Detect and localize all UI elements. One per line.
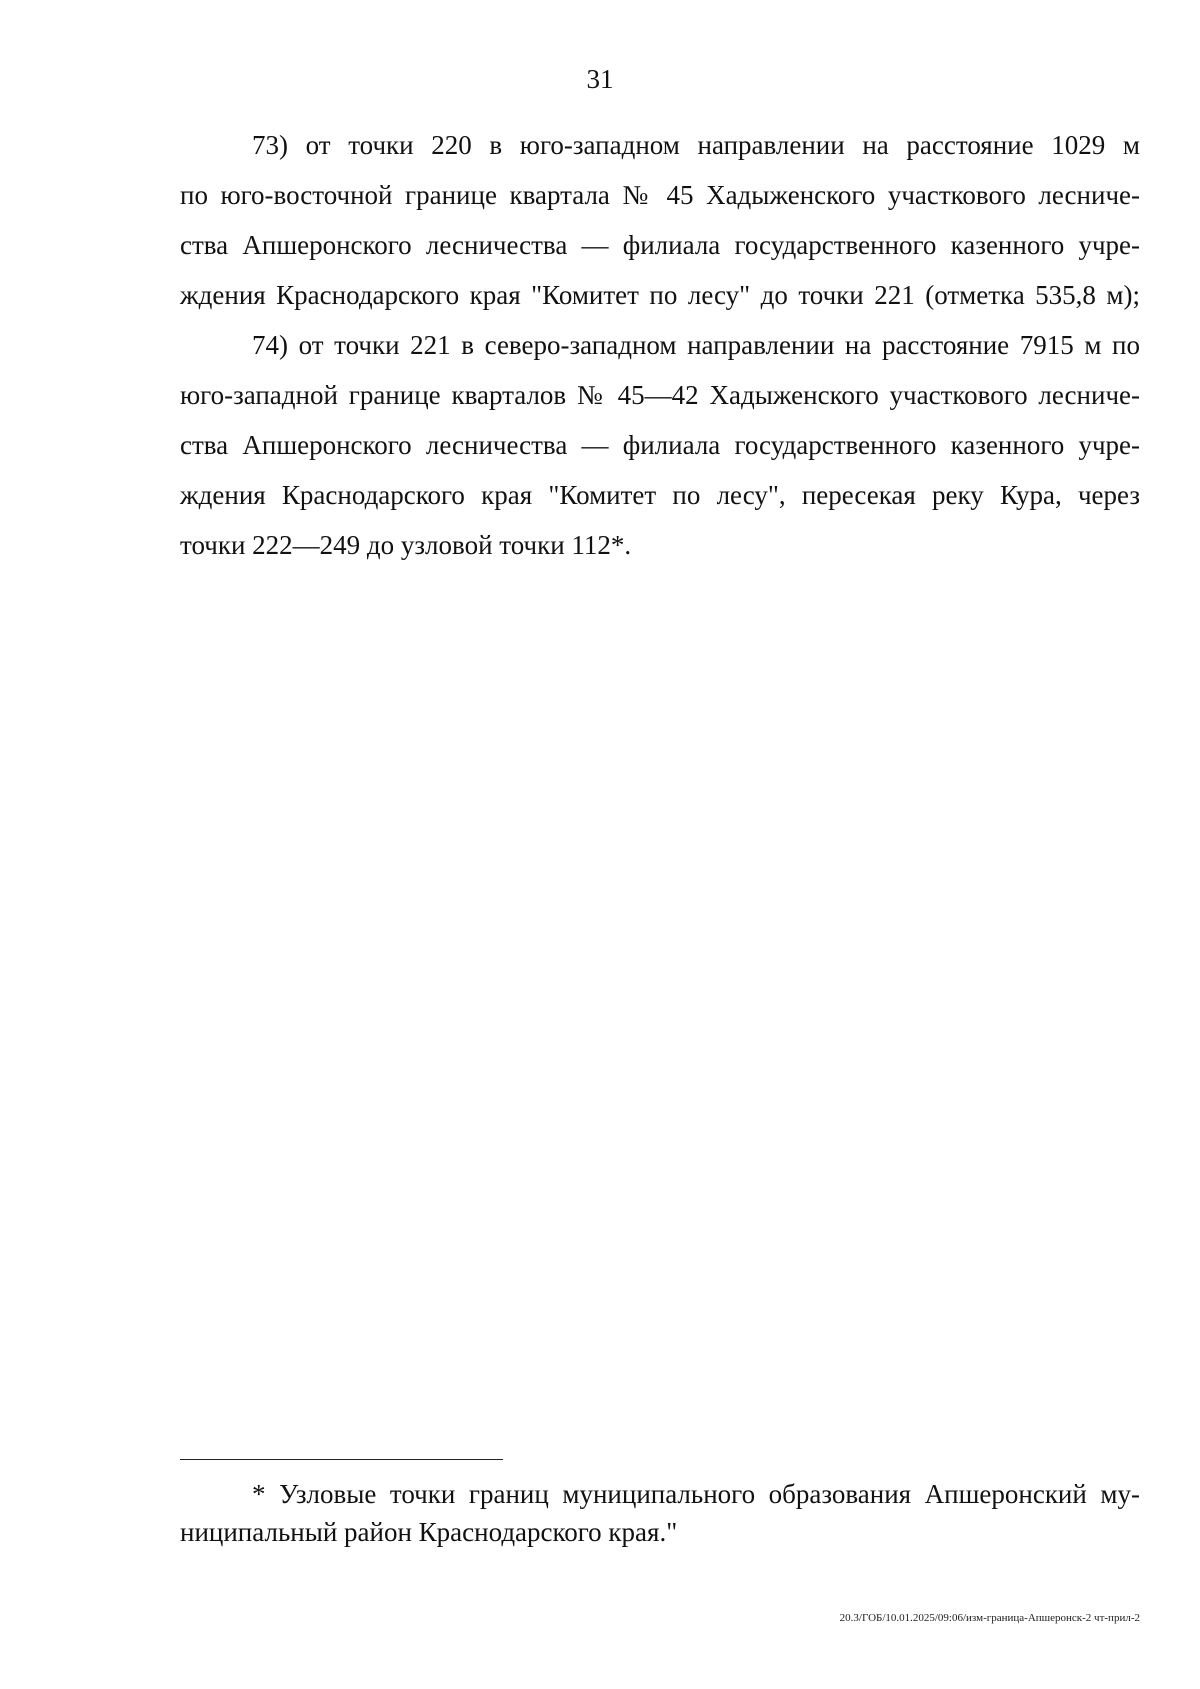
paragraph-line: точки 222—249 до узловой точки 112*. xyxy=(180,530,632,560)
document-footer-code: 20.3/ГОБ/10.01.2025/09:06/изм-граница-Апшеронск-2 чт-прил-2 xyxy=(839,1612,1140,1624)
page-number: 31 xyxy=(586,64,614,94)
footnote-divider xyxy=(180,1459,503,1460)
footnote-line: ниципальный район Краснодарского края." xyxy=(180,1517,678,1547)
paragraph-line: 74) от точки 221 в северо-западном направлении на расстояние 7915 м по xyxy=(252,330,1140,360)
paragraph-74 xyxy=(180,320,1140,570)
paragraph-line: юго-западной границе кварталов № 45—42 Хадыженского участкового лесниче- xyxy=(180,380,1140,410)
paragraph-line: ждения Краснодарского края "Комитет по лесу", пересекая реку Кура, через xyxy=(180,480,1140,510)
footnote-line: * Узловые точки границ муниципального образования Апшеронский му- xyxy=(252,1479,1140,1509)
paragraph-line: 73) от точки 220 в юго-западном направлении на расстояние 1029 м xyxy=(252,130,1140,160)
body-text xyxy=(180,120,1140,570)
paragraph-73 xyxy=(180,120,1140,320)
footnote xyxy=(180,1475,1140,1551)
paragraph-line: ждения Краснодарского края "Комитет по лесу" до точки 221 (отметка 535,8 м); xyxy=(180,280,1140,310)
paragraph-line: по юго-восточной границе квартала № 45 Хадыженского участкового лесниче- xyxy=(180,180,1140,210)
paragraph-line: ства Апшеронского лесничества — филиала государственного казенного учре- xyxy=(180,230,1140,260)
paragraph-line: ства Апшеронского лесничества — филиала государственного казенного учре- xyxy=(180,430,1140,460)
